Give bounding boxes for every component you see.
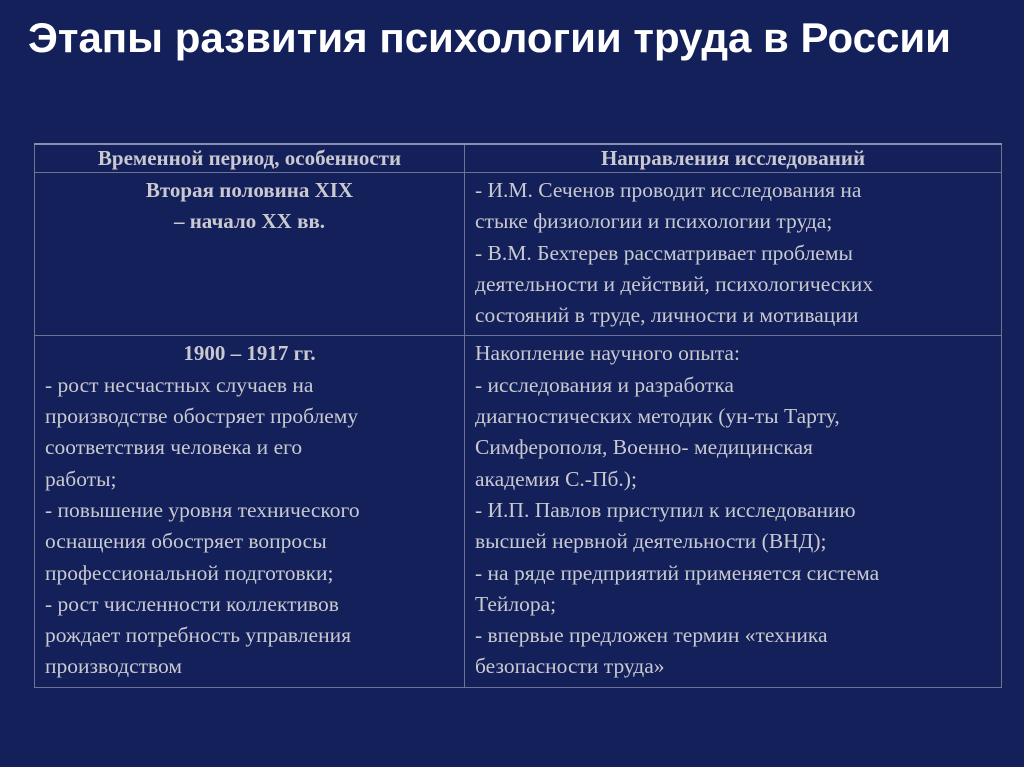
slide-title: Этапы развития психологии труда в России — [28, 14, 951, 61]
period-line: соответствия человека и его — [45, 435, 303, 460]
period-line: производстве обостряет проблему — [45, 404, 359, 429]
direction-line: Симферополя, Военно- медицинская — [475, 435, 813, 460]
period-line: профессиональной подготовки; — [45, 560, 334, 585]
header-directions: Направления исследований — [465, 144, 1002, 173]
direction-line: - В.М. Бехтерев рассматривает проблемы — [475, 240, 853, 265]
table-header-row — [35, 144, 1002, 173]
direction-line: стыке физиологии и психологии труда; — [475, 209, 833, 234]
period-line: - повышение уровня технического — [45, 497, 360, 522]
direction-line: диагностических методик (ун-ты Тарту, — [475, 404, 840, 429]
period-cell — [35, 336, 465, 687]
directions-cell — [465, 336, 1002, 687]
directions-cell — [465, 173, 1002, 336]
period-line: - рост численности коллективов — [45, 591, 339, 616]
direction-line: - впервые предложен термин «техника — [475, 623, 828, 648]
period-line: - рост несчастных случаев на — [45, 372, 314, 397]
period-cell — [35, 173, 465, 336]
direction-line: высшей нервной деятельности (ВНД); — [475, 529, 827, 554]
period-line: рождает потребность управления — [45, 623, 351, 648]
stages-table — [34, 143, 1002, 688]
period-line: производством — [45, 654, 182, 679]
direction-line: - исследования и разработка — [475, 372, 734, 397]
direction-line: академия С.-Пб.); — [475, 466, 637, 491]
direction-line: Тейлора; — [475, 591, 557, 616]
table-row — [35, 173, 1002, 336]
direction-line: - И.П. Павлов приступил к исследованию — [475, 497, 856, 522]
direction-line: Накопление научного опыта: — [475, 341, 740, 366]
period-line: оснащения обостряет вопросы — [45, 529, 327, 554]
period-heading-line: – начало XX вв. — [173, 209, 326, 234]
direction-line: - на ряде предприятий применяется система — [475, 560, 880, 585]
direction-line: деятельности и действий, психологических — [475, 271, 874, 296]
period-line: работы; — [45, 466, 117, 491]
period-heading — [45, 175, 454, 238]
direction-line: состояний в труде, личности и мотивации — [475, 303, 859, 328]
table-row — [35, 336, 1002, 687]
period-heading — [45, 338, 454, 369]
period-heading-line: Вторая половина XIX — [145, 178, 354, 202]
period-heading-line: 1900 – 1917 гг. — [183, 341, 316, 366]
direction-line: - И.М. Сеченов проводит исследования на — [475, 178, 862, 202]
direction-line: безопасности труда» — [475, 654, 665, 679]
header-period: Временной период, особенности — [35, 144, 465, 173]
